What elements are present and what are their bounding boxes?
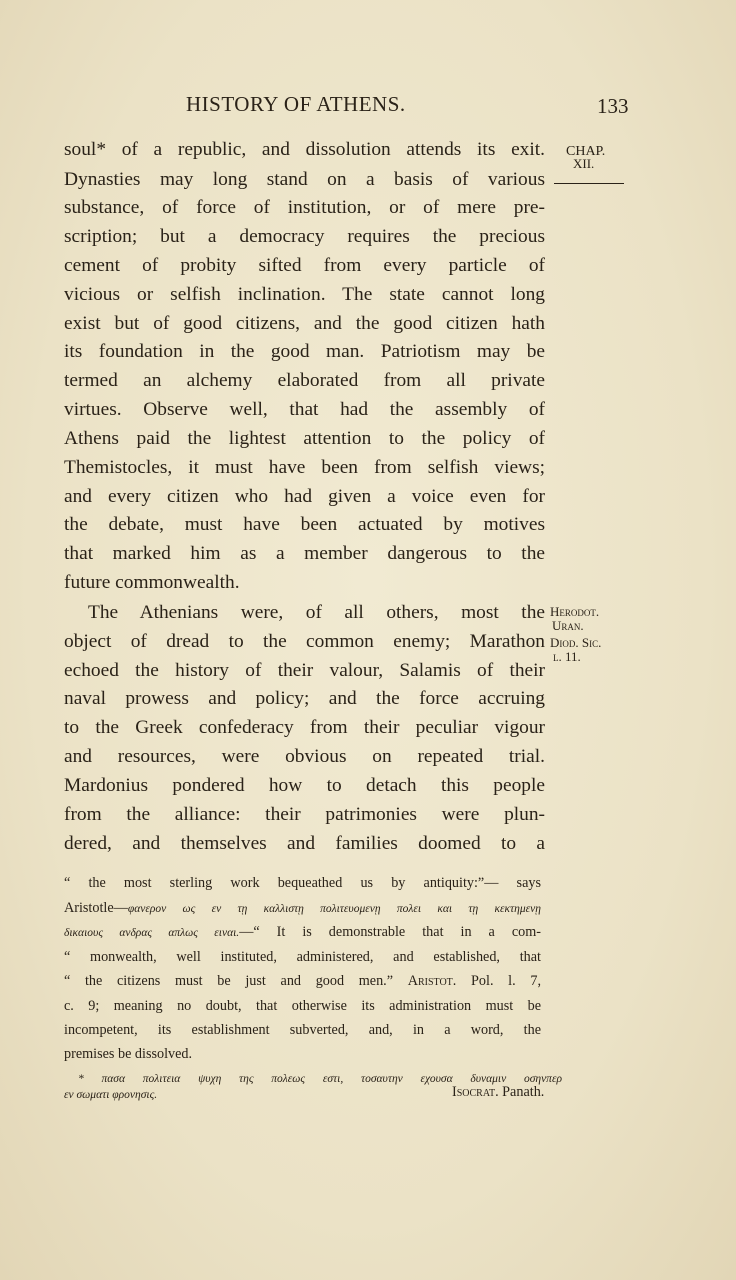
body-line: from the alliance: their patrimonies were plun- bbox=[64, 804, 545, 825]
body-line: virtues. Observe well, that had the assembly of bbox=[64, 399, 545, 420]
footnote-line bbox=[64, 921, 541, 944]
body-line: substance, of force of institution, or of mere pre- bbox=[64, 197, 545, 218]
body-line: to the Greek confederacy from their peculiar vigour bbox=[64, 717, 545, 738]
footnote-text: Aristotle— bbox=[64, 900, 128, 916]
body-line: and resources, were obvious on repeated trial. bbox=[64, 746, 545, 767]
margin-ref-diodorus-book: l. 11. bbox=[553, 649, 581, 664]
margin-ref-herodotus: Herodot. bbox=[550, 604, 600, 619]
body-line: object of dread to the common enemy; Marathon bbox=[64, 631, 545, 652]
margin-ref-diodorus: Diod. Sic. bbox=[550, 635, 602, 650]
body-line: that marked him as a member dangerous to the bbox=[64, 543, 545, 564]
footnote-citation: Isocrat. Panath. bbox=[452, 1084, 545, 1100]
body-line: echoed the history of their valour, Salamis of their bbox=[64, 660, 545, 681]
body-line: naval prowess and policy; and the force accruing bbox=[64, 688, 545, 709]
body-line: its foundation in the good man. Patriotism may be bbox=[64, 341, 545, 362]
body-line: termed an alchemy elaborated from all private bbox=[64, 370, 545, 391]
body-line: and every citizen who had given a voice even for bbox=[64, 486, 545, 507]
body-line: future commonwealth. bbox=[64, 572, 240, 593]
greek-quotation: δικαιους ανδρας απλως ειναι. bbox=[64, 927, 240, 939]
body-line: the debate, must have been actuated by motives bbox=[64, 514, 545, 535]
body-line: scription; but a democracy requires the precious bbox=[64, 226, 545, 247]
footnote-line bbox=[64, 897, 541, 920]
body-line: dered, and themselves and families doomed to a bbox=[64, 833, 545, 854]
body-line: Themistocles, it must have been from selfish views; bbox=[64, 457, 545, 478]
footnote-citation: Pol. l. 7, bbox=[456, 973, 541, 989]
footnote-text: —“ It is demonstrable that in a com- bbox=[239, 924, 541, 940]
margin-rule bbox=[554, 183, 624, 184]
running-title: HISTORY OF ATHENS. bbox=[186, 92, 406, 116]
body-line: Athens paid the lightest attention to the policy of bbox=[64, 428, 545, 449]
footnote-line: incompetent, its establishment subverted, and, in a word, the bbox=[64, 1022, 541, 1038]
greek-quotation: εν σωματι φρονησις. bbox=[64, 1089, 158, 1101]
body-line: cement of probity sifted from every particle of bbox=[64, 255, 545, 276]
greek-quotation: φανερον ως εν τῃ καλλιστῃ πολιτευομενῃ πολει και τῃ κεκτημενῃ bbox=[127, 903, 541, 915]
footnote-line: premises be dissolved. bbox=[64, 1046, 193, 1062]
margin-chapter-label: CHAP. bbox=[566, 144, 606, 159]
body-line: The Athenians were, of all others, most the bbox=[88, 602, 545, 623]
body-line: soul* of a republic, and dissolution attends its exit. bbox=[64, 139, 545, 160]
body-line: exist but of good citizens, and the good citizen hath bbox=[64, 313, 545, 334]
footnote-text: “ the citizens must be just and good men.” bbox=[64, 973, 408, 989]
body-line: Dynasties may long stand on a basis of various bbox=[64, 169, 545, 190]
footnote-greek-line: * πασα πολιτεια ψυχη της πολεως εστι, τοσαυτην εχουσα δυναμιν οσηνπερ bbox=[78, 1073, 562, 1085]
footnote-author: Aristot. bbox=[407, 973, 457, 989]
footnote-line: “ the most sterling work bequeathed us by antiquity:”— says bbox=[64, 875, 541, 891]
body-line: Mardonius pondered how to detach this people bbox=[64, 775, 545, 796]
footnote-line: “ monwealth, well instituted, administered, and established, that bbox=[64, 949, 541, 965]
body-line: vicious or selfish inclination. The state cannot long bbox=[64, 284, 545, 305]
margin-ref-herodotus-book: Uran. bbox=[552, 618, 584, 633]
margin-chapter-number: XII. bbox=[573, 156, 595, 171]
footnote-line bbox=[64, 970, 541, 992]
footnote-line: c. 9; meaning no doubt, that otherwise its administration must be bbox=[64, 998, 541, 1014]
page-number: 133 bbox=[597, 94, 629, 118]
